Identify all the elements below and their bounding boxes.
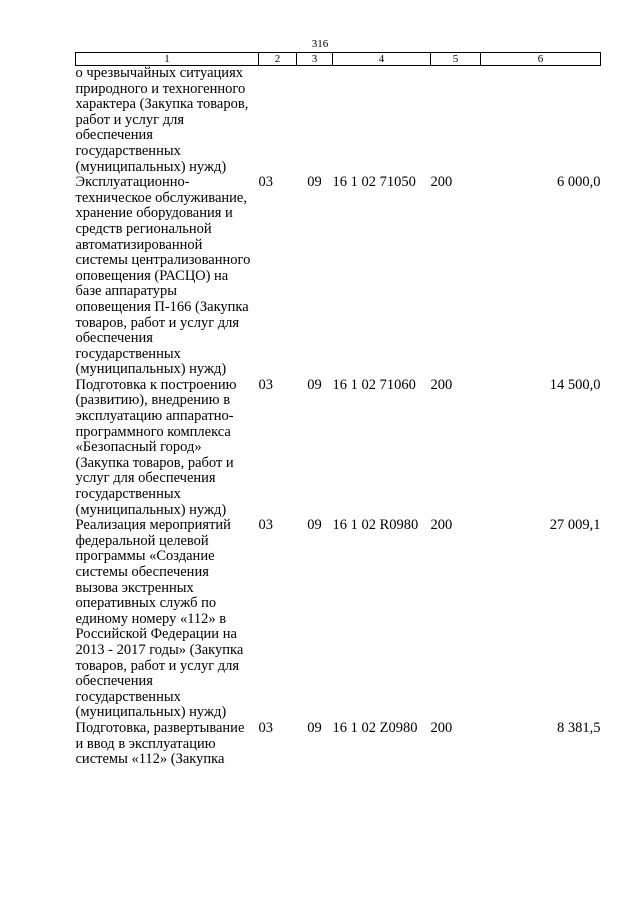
- column-header-2: 2: [259, 53, 297, 66]
- description-line: (муниципальных) нужд): [75, 361, 227, 378]
- description-line: обеспечения: [75, 330, 153, 347]
- description-line: природного и техногенного: [75, 80, 246, 97]
- subsection-code: 09: [307, 376, 322, 393]
- amount: 8 381,5: [557, 719, 601, 736]
- description-line: государственных: [75, 688, 181, 705]
- table-row: [76, 378, 601, 518]
- subsection-code: 09: [307, 517, 322, 534]
- description-line: 2013 - 2017 годы» (Закупка: [75, 641, 244, 658]
- table-row: [76, 518, 601, 721]
- description-line: Подготовка к построению: [75, 376, 237, 393]
- subsection-code: [297, 66, 333, 176]
- description-line: единому номеру «112» в: [75, 610, 227, 627]
- description-line: государственных: [75, 345, 181, 362]
- column-header-5: 5: [431, 53, 481, 66]
- expense-type-code: [431, 66, 481, 176]
- amount: 6 000,0: [557, 174, 601, 191]
- column-header-1: 1: [76, 53, 259, 66]
- subsection-code: 09: [307, 719, 322, 736]
- description-line: системы «112» (Закупка: [75, 751, 225, 768]
- description-line: программы «Создание: [75, 548, 215, 565]
- table-row: [76, 175, 601, 378]
- budget-table: [75, 52, 601, 768]
- section-code: 03: [258, 376, 273, 393]
- description-line: «Безопасный город»: [75, 439, 202, 456]
- description-line: эксплуатацию аппаратно-: [75, 408, 234, 425]
- description-line: работ и услуг для: [75, 111, 184, 128]
- description-line: (муниципальных) нужд): [75, 704, 227, 721]
- description-line: государственных: [75, 142, 181, 159]
- description-line: обеспечения: [75, 673, 153, 690]
- section-code: 03: [258, 174, 273, 191]
- description-line: вызова экстренных: [75, 579, 194, 596]
- target-article-code: 16 1 02 R0980: [332, 517, 419, 534]
- description-line: программного комплекса: [75, 423, 231, 440]
- description-line: (развитию), внедрению в: [75, 392, 231, 409]
- description-line: системы централизованного: [75, 252, 251, 269]
- row-description: [76, 175, 259, 378]
- row-description: [76, 378, 259, 518]
- target-article-code: 16 1 02 71060: [332, 376, 416, 393]
- description-line: государственных: [75, 486, 181, 503]
- expense-type-code: 200: [430, 376, 453, 393]
- description-line: средств региональной: [75, 220, 212, 237]
- column-header-3: 3: [297, 53, 333, 66]
- description-line: о чрезвычайных ситуациях: [75, 65, 243, 81]
- description-line: услуг для обеспечения: [75, 470, 216, 487]
- description-line: и ввод в эксплуатацию: [75, 735, 216, 752]
- description-line: техническое обслуживание,: [75, 189, 247, 206]
- table-row: [76, 721, 601, 768]
- expense-type-code: 200: [430, 174, 453, 191]
- column-header-6: 6: [481, 53, 601, 66]
- description-line: хранение оборудования и: [75, 205, 233, 222]
- description-line: (Закупка товаров, работ и: [75, 454, 234, 471]
- amount: [481, 66, 601, 176]
- subsection-code: 09: [307, 174, 322, 191]
- column-header-4: 4: [333, 53, 431, 66]
- expense-type-code: 200: [430, 517, 453, 534]
- description-line: оповещения П-166 (Закупка: [75, 298, 249, 315]
- description-line: характера (Закупка товаров,: [75, 96, 249, 113]
- target-article-code: 16 1 02 71050: [332, 174, 416, 191]
- amount: 27 009,1: [549, 517, 601, 534]
- description-line: Эксплуатационно-: [75, 174, 190, 191]
- table-row: [76, 66, 601, 176]
- description-line: Реализация мероприятий: [75, 517, 231, 534]
- target-article-code: [333, 66, 431, 176]
- description-line: системы обеспечения: [75, 564, 209, 580]
- section-code: 03: [258, 719, 273, 736]
- description-line: (муниципальных) нужд): [75, 158, 227, 175]
- expense-type-code: 200: [430, 719, 453, 736]
- amount: 14 500,0: [549, 376, 601, 393]
- description-line: базе аппаратуры: [75, 283, 177, 300]
- description-line: товаров, работ и услуг для: [75, 314, 240, 331]
- row-description: [76, 518, 259, 721]
- row-description: [76, 66, 259, 176]
- target-article-code: 16 1 02 Z0980: [332, 719, 418, 736]
- description-line: федеральной целевой: [75, 532, 209, 549]
- description-line: оповещения (РАСЦО) на: [75, 267, 229, 284]
- page-number: 316: [311, 38, 329, 50]
- description-line: обеспечения: [75, 127, 153, 144]
- header-row: [76, 53, 601, 66]
- description-line: Подготовка, развертывание: [75, 719, 245, 736]
- description-line: Российской Федерации на: [75, 626, 237, 643]
- description-line: автоматизированной: [75, 236, 203, 253]
- description-line: оперативных служб по: [75, 595, 217, 612]
- description-line: товаров, работ и услуг для: [75, 657, 240, 674]
- section-code: 03: [258, 517, 273, 534]
- description-line: (муниципальных) нужд): [75, 501, 227, 518]
- row-description: [76, 721, 259, 768]
- section-code: [259, 66, 297, 176]
